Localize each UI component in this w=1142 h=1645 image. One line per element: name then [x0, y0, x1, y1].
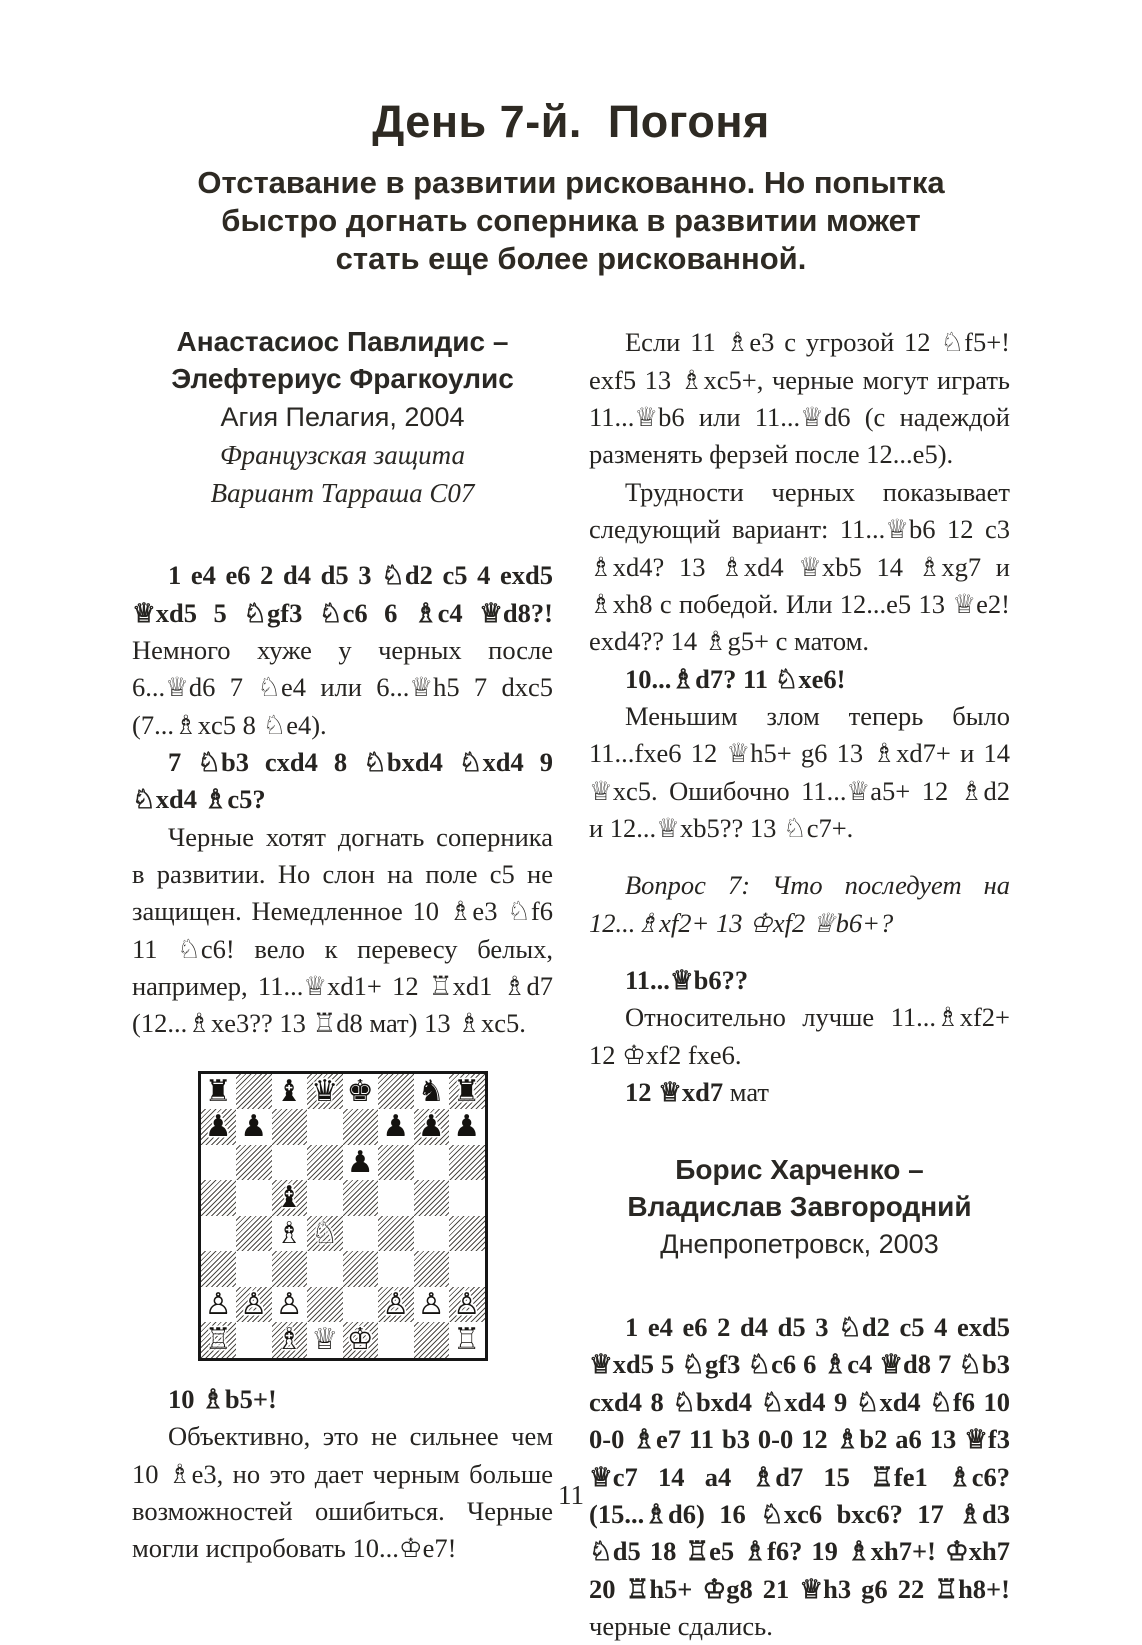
square-h2: ♙ — [449, 1287, 485, 1323]
square-b5 — [236, 1180, 272, 1216]
square-h3 — [449, 1251, 485, 1287]
square-b8 — [236, 1074, 272, 1110]
square-b7: ♟ — [236, 1109, 272, 1145]
game1-text-block-2 — [132, 1381, 553, 1568]
game1-move-11-black: 11...♕b6?? — [625, 965, 749, 996]
subtitle-line-1: Отставание в развитии рискованно. Но попытка — [197, 165, 945, 200]
square-b1 — [236, 1322, 272, 1358]
square-b4 — [236, 1216, 272, 1252]
square-a1: ♖ — [201, 1322, 237, 1358]
game1-text-block-3 — [589, 324, 1010, 1111]
square-e5 — [343, 1180, 379, 1216]
square-f5 — [378, 1180, 414, 1216]
square-f8 — [378, 1074, 414, 1110]
square-a4 — [201, 1216, 237, 1252]
square-g3 — [414, 1251, 450, 1287]
square-a7: ♟ — [201, 1109, 237, 1145]
square-f3 — [378, 1251, 414, 1287]
square-d5 — [307, 1180, 343, 1216]
game1-commentary-1: Черные хотят догнать соперника в развитии. Но слон на поле c5 не защищен. Немедленное 10 ♗e3 ♘f6 11 ♘c6! вело к перевесу белых, например, 11...♕xd1+ 12 ♖xd1 ♗d7 (12...♗xe3?? 13 ♖d8 мат) 13 ♗xc5. — [132, 821, 553, 1039]
square-h8: ♜ — [449, 1074, 485, 1110]
game1-commentary-2: Объективно, это не сильнее чем 10 ♗e3, но это дает черным больше возможностей ошибиться. Черные могли испробовать 10...♔e7! — [132, 1421, 553, 1564]
square-h1: ♖ — [449, 1322, 485, 1358]
square-d6 — [307, 1145, 343, 1181]
square-d2 — [307, 1287, 343, 1323]
square-e7 — [343, 1109, 379, 1145]
game1-commentary-5: Меньшим злом теперь было 11...fxe6 12 ♕h5+ g6 13 ♗xd7+ и 14 ♕xc5. Ошибочно 11...♕a5+ 12 ♗d2 и 12...♕xb5?? 13 ♘c7+. — [589, 700, 1010, 844]
square-d8: ♛ — [307, 1074, 343, 1110]
game2-site-year: Днепропетровск, 2003 — [660, 1229, 939, 1260]
game1-move-12: 12 ♕xd7 мат — [625, 1077, 769, 1108]
square-e6: ♟ — [343, 1145, 379, 1181]
square-c6 — [272, 1145, 308, 1181]
chess-diagram — [198, 1071, 488, 1361]
game2-white-player: Борис Харченко – — [675, 1153, 924, 1185]
square-a8: ♜ — [201, 1074, 237, 1110]
game1-commentary-3: Если 11 ♗e3 с угрозой 12 ♘f5+! exf5 13 ♗xc5+, черные могут играть 11...♕b6 или 11...♕d6 (с надеждой разменять ферзей после 12...e5). — [589, 327, 1010, 470]
game1-commentary-6: Относительно лучше 11...♗xf2+ 12 ♔xf2 fxe6. — [589, 1002, 1010, 1070]
game1-commentary-4: Трудности черных показывает следующий вариант: 11...♕b6 12 c3 ♗xd4? 13 ♗xd4 ♕xb5 14 ♗xg7 и ♗xh8 с победой. Или 12...e5 13 ♕e2! exd4?? 14 ♗g5+ с матом. — [589, 476, 1010, 657]
square-g8: ♞ — [414, 1074, 450, 1110]
game1-opening: Французская защита — [219, 439, 466, 470]
square-g4 — [414, 1216, 450, 1252]
square-b2: ♙ — [236, 1287, 272, 1323]
right-column — [589, 324, 1010, 1645]
square-e4 — [343, 1216, 379, 1252]
square-h6 — [449, 1145, 485, 1181]
page-number: 11 — [558, 1480, 584, 1510]
square-h4 — [449, 1216, 485, 1252]
game2-header — [589, 1152, 1010, 1264]
square-c8: ♝ — [272, 1074, 308, 1110]
square-b3 — [236, 1251, 272, 1287]
square-c2: ♙ — [272, 1287, 308, 1323]
square-b6 — [236, 1145, 272, 1181]
square-d3 — [307, 1251, 343, 1287]
square-g6 — [414, 1145, 450, 1181]
subtitle-line-2: быстро догнать соперника в развитии может — [221, 203, 921, 239]
game1-moves-1-6: 1 e4 e6 2 d4 d5 3 ♘d2 c5 4 exd5 ♕xd5 5 ♘gf3 ♘c6 6 ♗c4 ♕d8?! Немного хуже у черных после 6...♕d6 7 ♘e4 или 6...♕h5 7 dxc5 (7...♗xc5 8 ♘e4). — [132, 560, 553, 740]
game1-black-player: Элефтериус Фрагкоулис — [171, 363, 514, 395]
square-e2 — [343, 1287, 379, 1323]
square-h7: ♟ — [449, 1109, 485, 1145]
left-column — [132, 324, 553, 1645]
subtitle-line-3: стать еще более рискованной. — [335, 241, 807, 277]
square-a5 — [201, 1180, 237, 1216]
square-a3 — [201, 1251, 237, 1287]
game2-text-block — [589, 1309, 1010, 1645]
square-d4: ♘ — [307, 1216, 343, 1252]
chess-board — [198, 1071, 488, 1361]
square-f4 — [378, 1216, 414, 1252]
chapter-subtitle — [0, 164, 1142, 278]
game1-variation: Вариант Тарраша C07 — [210, 477, 475, 508]
square-e8: ♚ — [343, 1074, 379, 1110]
square-e1: ♔ — [343, 1322, 379, 1358]
game1-moves-10-11: 10...♗d7? 11 ♘xe6! — [625, 663, 846, 694]
square-c1: ♗ — [272, 1322, 308, 1358]
square-a2: ♙ — [201, 1287, 237, 1323]
game1-header — [132, 324, 553, 511]
square-d1: ♕ — [307, 1322, 343, 1358]
game1-move-10: 10 ♗b5+! — [168, 1383, 277, 1414]
square-f6 — [378, 1145, 414, 1181]
square-e3 — [343, 1251, 379, 1287]
chapter-title: День 7-й. Погоня — [372, 96, 770, 147]
square-f1 — [378, 1322, 414, 1358]
square-c5: ♝ — [272, 1180, 308, 1216]
square-c7 — [272, 1109, 308, 1145]
square-g2: ♙ — [414, 1287, 450, 1323]
game1-site-year: Агия Пелагия, 2004 — [220, 402, 465, 433]
game1-white-player: Анастасиос Павлидис – — [176, 326, 509, 358]
square-c3 — [272, 1251, 308, 1287]
square-h5 — [449, 1180, 485, 1216]
game1-text-block-1 — [132, 557, 553, 1043]
square-g7: ♟ — [414, 1109, 450, 1145]
square-c4: ♗ — [272, 1216, 308, 1252]
two-column-layout — [0, 324, 1142, 1645]
square-f7: ♟ — [378, 1109, 414, 1145]
question-7: Вопрос 7: Что последует на 12...♗xf2+ 13 ♔xf2 ♕b6+? — [589, 870, 1010, 938]
square-f2: ♙ — [378, 1287, 414, 1323]
square-a6 — [201, 1145, 237, 1181]
square-g1 — [414, 1322, 450, 1358]
square-g5 — [414, 1180, 450, 1216]
square-d7 — [307, 1109, 343, 1145]
game2-moves: 1 e4 e6 2 d4 d5 3 ♘d2 c5 4 exd5 ♕xd5 5 ♘gf3 ♘c6 6 ♗c4 ♕d8 7 ♘b3 cxd4 8 ♘bxd4 ♘xd4 9 ♘xd4 ♘f6 10 0-0 ♗e7 11 b3 0-0 12 ♗b2 a6 13 ♕f3 ♕c7 14 a4 ♗d7 15 ♖fe1 ♗c6? (15...♗d6) 16 ♘xc6 bxc6? 17 ♗d3 ♘d5 18 ♖e5 ♗f6? 19 ♗xh7+! ♔xh7 20 ♖h5+ ♔g8 21 ♕h3 g6 22 ♖h8+! черные сдались. — [589, 1312, 1010, 1641]
game2-black-player: Владислав Завгородний — [627, 1190, 972, 1222]
game1-moves-7-9: 7 ♘b3 cxd4 8 ♘bxd4 ♘xd4 9 ♘xd4 ♗c5? — [132, 746, 553, 815]
